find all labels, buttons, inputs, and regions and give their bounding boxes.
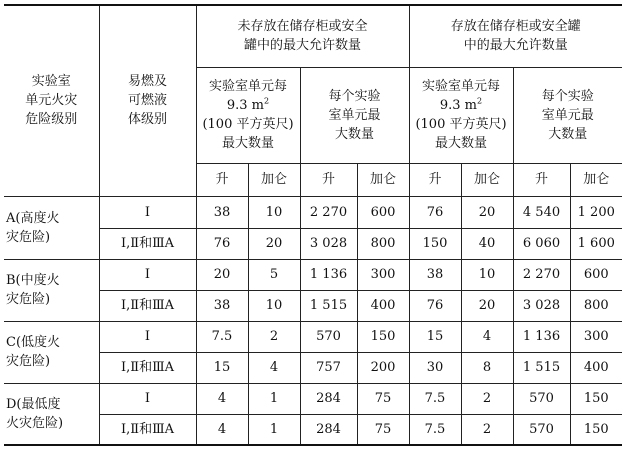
value-cell: 800 xyxy=(357,228,409,259)
value-cell: 1 515 xyxy=(513,352,570,383)
value-cell: 75 xyxy=(357,383,409,414)
value-cell: 38 xyxy=(409,259,461,290)
value-cell: 7.5 xyxy=(409,414,461,445)
value-cell: 2 270 xyxy=(513,259,570,290)
value-cell: 150 xyxy=(570,414,622,445)
table-row xyxy=(4,321,622,352)
value-cell: 4 xyxy=(461,321,513,352)
value-cell: 20 xyxy=(248,228,300,259)
header-unstored-group: 未存放在储存柜或安全 罐中的最大允许数量 xyxy=(196,5,409,67)
value-cell: 7.5 xyxy=(409,383,461,414)
value-cell: 1 600 xyxy=(570,228,622,259)
liquid-class-cell: Ⅰ xyxy=(99,259,196,290)
table-row xyxy=(4,383,622,414)
header-per-area-stored: 实验室单元每 9.3 $m^2$ (100 平方英尺) 最大数量 xyxy=(409,67,513,163)
value-cell: 4 xyxy=(248,352,300,383)
unit-gallon: 加仑 xyxy=(461,163,513,196)
value-cell: 300 xyxy=(570,321,622,352)
value-cell: 1 200 xyxy=(570,196,622,228)
value-cell: 76 xyxy=(409,196,461,228)
value-cell: 570 xyxy=(513,414,570,445)
value-cell: 1 136 xyxy=(300,259,357,290)
value-cell: 10 xyxy=(461,259,513,290)
value-cell: 284 xyxy=(300,414,357,445)
value-cell: 15 xyxy=(409,321,461,352)
value-cell: 3 028 xyxy=(300,228,357,259)
value-cell: 1 136 xyxy=(513,321,570,352)
value-cell: 570 xyxy=(300,321,357,352)
value-cell: 200 xyxy=(357,352,409,383)
liquid-class-cell: Ⅰ,Ⅱ和ⅢA xyxy=(99,228,196,259)
value-cell: 4 xyxy=(196,383,248,414)
value-cell: 600 xyxy=(357,196,409,228)
quantity-limits-table xyxy=(4,4,622,446)
value-cell: 40 xyxy=(461,228,513,259)
value-cell: 4 xyxy=(196,414,248,445)
value-cell: 2 xyxy=(248,321,300,352)
hazard-level-cell: A(高度火 灾危险) xyxy=(4,196,99,259)
unit-gallon: 加仑 xyxy=(357,163,409,196)
liquid-class-cell: Ⅰ,Ⅱ和ⅢA xyxy=(99,414,196,445)
unit-gallon: 加仑 xyxy=(570,163,622,196)
liquid-class-cell: Ⅰ xyxy=(99,196,196,228)
value-cell: 5 xyxy=(248,259,300,290)
unit-liter: 升 xyxy=(196,163,248,196)
value-cell: 76 xyxy=(409,290,461,321)
value-cell: 75 xyxy=(357,414,409,445)
value-cell: 150 xyxy=(570,383,622,414)
value-cell: 757 xyxy=(300,352,357,383)
value-cell: 76 xyxy=(196,228,248,259)
unit-liter: 升 xyxy=(300,163,357,196)
value-cell: 150 xyxy=(409,228,461,259)
value-cell: 20 xyxy=(461,290,513,321)
value-cell: 570 xyxy=(513,383,570,414)
value-cell: 20 xyxy=(461,196,513,228)
hazard-level-cell: B(中度火 灾危险) xyxy=(4,259,99,321)
value-cell: 38 xyxy=(196,196,248,228)
hazard-level-cell: D(最低度 火灾危险) xyxy=(4,383,99,445)
liquid-class-cell: Ⅰ xyxy=(99,383,196,414)
table-row xyxy=(4,259,622,290)
liquid-class-cell: Ⅰ xyxy=(99,321,196,352)
hazard-level-cell: C(低度火 灾危险) xyxy=(4,321,99,383)
value-cell: 400 xyxy=(570,352,622,383)
unit-liter: 升 xyxy=(409,163,461,196)
liquid-class-cell: Ⅰ,Ⅱ和ⅢA xyxy=(99,352,196,383)
value-cell: 2 270 xyxy=(300,196,357,228)
header-per-unit-stored: 每个实验 室单元最 大数量 xyxy=(513,67,622,163)
value-cell: 3 028 xyxy=(513,290,570,321)
value-cell: 30 xyxy=(409,352,461,383)
value-cell: 400 xyxy=(357,290,409,321)
value-cell: 10 xyxy=(248,290,300,321)
value-cell: 1 xyxy=(248,414,300,445)
unit-liter: 升 xyxy=(513,163,570,196)
value-cell: 4 540 xyxy=(513,196,570,228)
value-cell: 300 xyxy=(357,259,409,290)
liquid-class-cell: Ⅰ,Ⅱ和ⅢA xyxy=(99,290,196,321)
header-per-unit-unstored: 每个实验 室单元最 大数量 xyxy=(300,67,409,163)
header-stored-group: 存放在储存柜或安全罐 中的最大允许数量 xyxy=(409,5,622,67)
unit-gallon: 加仑 xyxy=(248,163,300,196)
value-cell: 6 060 xyxy=(513,228,570,259)
value-cell: 10 xyxy=(248,196,300,228)
value-cell: 1 xyxy=(248,383,300,414)
value-cell: 284 xyxy=(300,383,357,414)
value-cell: 2 xyxy=(461,414,513,445)
value-cell: 600 xyxy=(570,259,622,290)
header-hazard-class: 实验室 单元火灾 危险级别 xyxy=(4,5,99,196)
value-cell: 800 xyxy=(570,290,622,321)
value-cell: 15 xyxy=(196,352,248,383)
header-liquid-class: 易燃及 可燃液 体级别 xyxy=(99,5,196,196)
value-cell: 2 xyxy=(461,383,513,414)
header-per-area-unstored: 实验室单元每 9.3 $m^2$ (100 平方英尺) 最大数量 xyxy=(196,67,300,163)
table-row xyxy=(4,196,622,228)
value-cell: 1 515 xyxy=(300,290,357,321)
value-cell: 7.5 xyxy=(196,321,248,352)
value-cell: 8 xyxy=(461,352,513,383)
value-cell: 150 xyxy=(357,321,409,352)
value-cell: 38 xyxy=(196,290,248,321)
value-cell: 20 xyxy=(196,259,248,290)
